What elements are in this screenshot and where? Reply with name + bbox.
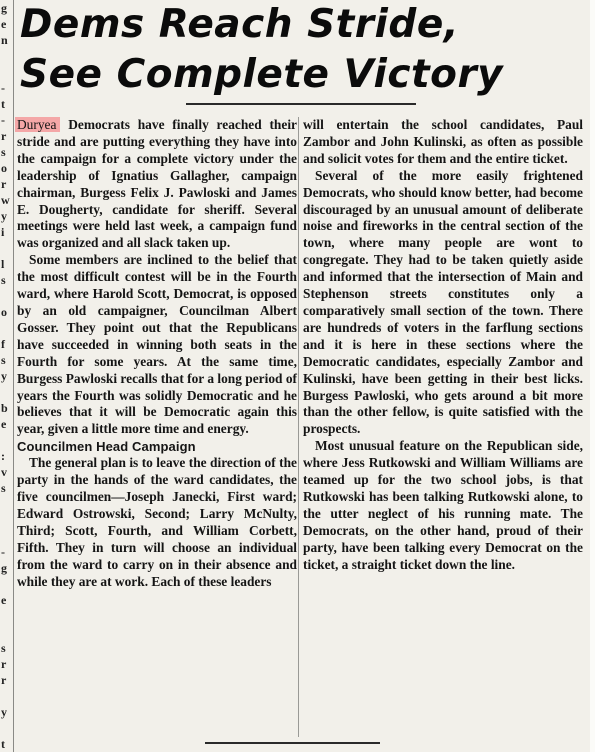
margin-fragment: - (1, 113, 5, 127)
headline (20, 0, 590, 100)
bottom-rule (205, 742, 380, 744)
margin-fragment: t (1, 737, 5, 751)
margin-fragment: s (1, 273, 6, 287)
margin-fragment: b (1, 401, 8, 415)
margin-fragment: n (1, 33, 8, 47)
margin-fragment: y (1, 705, 7, 719)
column-divider (298, 117, 299, 737)
subheading: Councilmen Head Campaign (17, 439, 196, 455)
margin-fragment: t (1, 97, 5, 111)
margin-fragment: s (1, 353, 6, 367)
margin-fragment: o (1, 161, 7, 175)
margin-fragment: - (1, 81, 5, 95)
margin-fragment: v (1, 465, 7, 479)
margin-fragment: y (1, 369, 7, 383)
margin-fragment: f (1, 337, 5, 351)
column-rule-left (13, 0, 14, 752)
margin-fragment: e (1, 17, 7, 31)
article-paragraph: The general plan is to leave the direction of the party in the hands of the ward candidates, the five councilmen—Joseph Janecki, First ward; Edward Ostrowski, Second; Larry McNulty, Third; Scott, Fourth, and William Corbett, Fifth. They in turn will choose an individual from the ward to carry on in their absence and while they are at work. Each of these leaders (17, 455, 297, 589)
margin-fragment: e (1, 417, 7, 431)
headline-rule (186, 103, 416, 105)
margin-fragment: e (1, 593, 7, 607)
margin-fragment: r (1, 129, 7, 143)
article-column-right (303, 117, 583, 737)
margin-fragment: i (1, 225, 5, 239)
margin-fragment: y (1, 209, 7, 223)
margin-fragment: s (1, 145, 6, 159)
margin-fragment: w (1, 193, 10, 207)
article-paragraph: Several of the more easily frightened Democrats, who should know better, had become discouraged by an unusual amount of deliberate noise and fireworks in the central section of the town, where many people are wont to congregate. They had to be taken quietly aside and informed that the intersection of Main and Stephenson streets constitutes only a comparatively small section of the town. There are hundreds of voters in the farflung sections and it is here in these sections where the Democratic candidates, especially Zambor and Kulinski, have been getting in their best licks. Burgess Pawloski, who gets around a bit more than the other fellow, is quite satisfied with the prospects. (303, 167, 583, 437)
article-paragraph: Most unusual feature on the Republican side, where Jess Rutkowski and William Williams are teamed up for the two school jobs, is that Rutkowski has been talking Rutkowski alone, to the utter neglect of his running mate. The Democrats, on the other hand, proud of their party, have been talking every Democrat on the ticket, a straight ticket down the line. (303, 438, 583, 572)
article-paragraph (17, 117, 297, 252)
margin-fragment: g (1, 1, 7, 15)
margin-fragment: o (1, 305, 7, 319)
page-edge (590, 0, 595, 752)
margin-fragment: g (1, 561, 7, 575)
margin-fragment: r (1, 673, 7, 687)
margin-fragment: : (1, 449, 5, 463)
headline-line-2: See Complete Victory (20, 52, 504, 97)
adjacent-column-fragments (0, 0, 12, 752)
margin-fragment: - (1, 545, 5, 559)
headline-line-1: Dems Reach Stride, (20, 2, 460, 47)
paragraph-text: Democrats have finally reached their stride and are putting everything they have into the campaign for a complete victory under the leadership of Ignatius Gallagher, campaign chairman, Burgess Felix J. Pawloski and James E. Dougherty, candidate for sheriff. Several meetings were held last week, a campaign fund was organized and all slack taken up. (17, 117, 297, 251)
margin-fragment: s (1, 481, 6, 495)
margin-fragment: r (1, 657, 7, 671)
dateline-highlight: Duryea (15, 117, 60, 132)
margin-fragment: l (1, 257, 5, 271)
article-paragraph: Some members are inclined to the belief that the most difficult contest will be in the Fourth ward, where Harold Scott, Democrat, is opposed by an old campaigner, Councilman Albert Gosser. They point out that the Republicans have succeeded in winning both seats in the Fourth for some years. At the same time, Burgess Pawloski recalls that for a long period of years the Fourth was solidly Democratic and he believes that it will be Democratic again this year, given a little more time and energy. (17, 252, 297, 437)
article-column-left (17, 117, 297, 737)
article-paragraph: will entertain the school candidates, Paul Zambor and John Kulinski, as often as possible and solicit votes for them and the entire ticket. (303, 117, 583, 166)
margin-fragment: s (1, 641, 6, 655)
margin-fragment: r (1, 177, 7, 191)
